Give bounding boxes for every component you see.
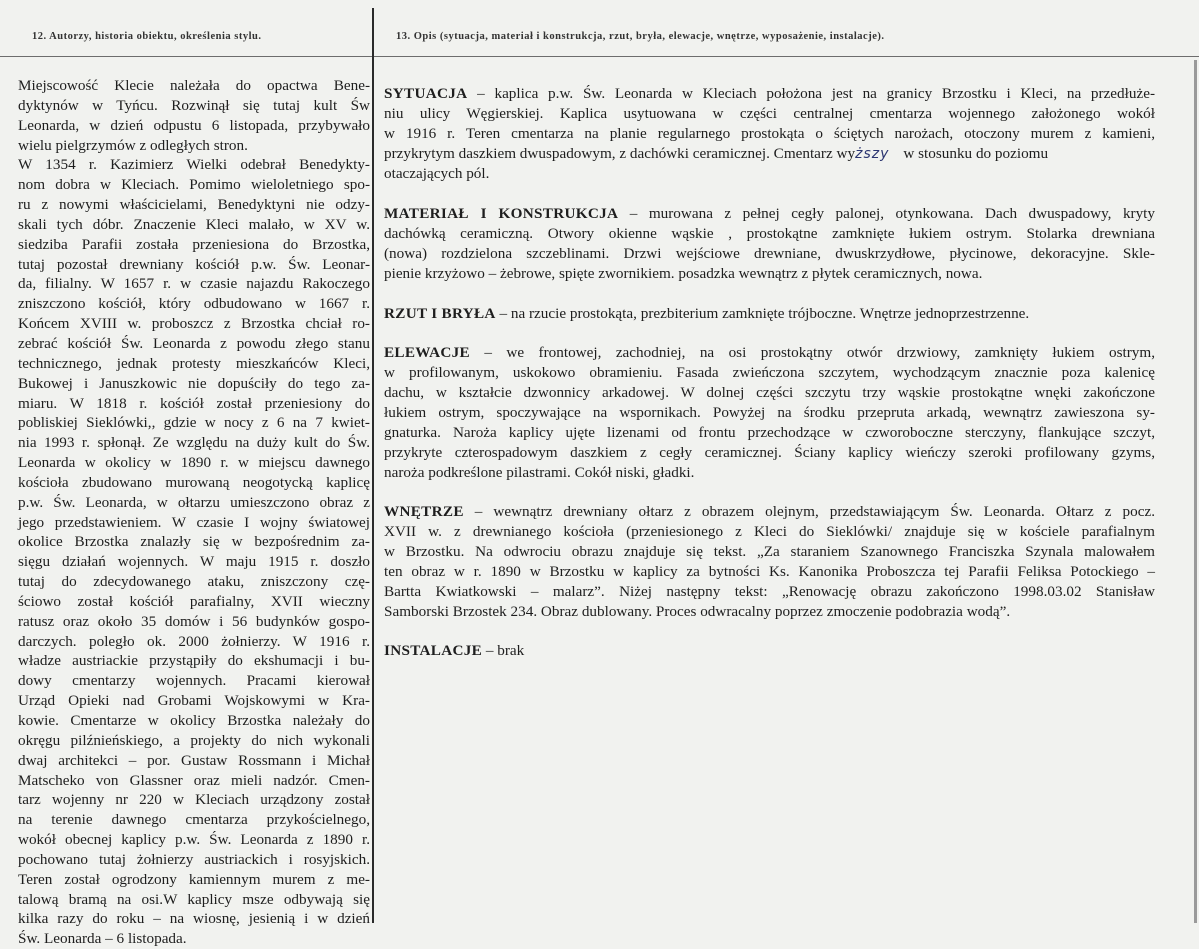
section-material bbox=[384, 204, 1155, 283]
history-line: okręgu pilźnieńskiego, a projekty do nich wykonali bbox=[18, 731, 370, 749]
history-line: miaru. W 1818 r. kościół został przeniesiony do bbox=[18, 394, 370, 412]
text-line bbox=[384, 204, 1155, 224]
text-line bbox=[384, 304, 1155, 324]
history-line: kilka razy do roku – na wiosnę, jesienią i w dzień bbox=[18, 910, 370, 928]
text-line bbox=[384, 144, 1155, 165]
history-line: darczych. poległo ok. 2000 żołnierzy. W 1916 r. bbox=[18, 632, 370, 650]
history-line: dyktynów w Tyńcu. Rozwinął się tutaj kult Św bbox=[18, 96, 370, 114]
section-interior bbox=[384, 502, 1155, 621]
history-line: ru z nowymi właścicielami, Benedyktyni nie odzy- bbox=[18, 196, 370, 214]
history-line: Św. Leonarda – 6 listopada. bbox=[18, 930, 187, 948]
handwritten-correction: ższy bbox=[855, 145, 890, 162]
history-line: dowy cmentarzy wojennych. Pracami kierował bbox=[18, 672, 370, 690]
section-title: INSTALACJE bbox=[384, 642, 483, 660]
history-line: tutaj pozostał drewniany kościół p.w. Św. Leonar- bbox=[18, 255, 370, 273]
history-line: nia 1993 r. spłonął. Ze względu na duży kult do Św. bbox=[18, 434, 370, 452]
history-line: zniszczono kościół, który odbudowano w 1667 r. bbox=[18, 295, 370, 313]
text-line: w profilowanym, uskokowo obramieniu. Fasada zwieńczona szczytem, wychodzącym znacznie poza kalenicę bbox=[384, 364, 1155, 382]
history-line: na terenie dawnego cmentarza przykościelnego, bbox=[18, 811, 370, 829]
history-line: tutaj do zdecydowanego ataku, zniszczony czę- bbox=[18, 573, 370, 591]
text-line: pienie krzyżowo – żebrowe, spięte zwornikiem. posadzka wewnątrz z płytek ceramicznych, nowa. bbox=[384, 264, 983, 282]
column-divider bbox=[372, 8, 374, 923]
section-title: SYTUACJA bbox=[384, 85, 468, 102]
history-line: Urząd Opieki nad Grobami Wojskowymi w Kra- bbox=[18, 692, 370, 710]
history-line: ratusz oraz około 35 domów i 56 budynków gospo- bbox=[18, 612, 370, 630]
text-fragment: – wewnątrz drewniany ołtarz z obrazem olejnym, przedstawiającym Św. Leonarda. Ołtarz z pocz. bbox=[463, 503, 1155, 521]
history-line: okolice Brzostka znalazły się w bezpośrednim za- bbox=[18, 533, 370, 551]
text-line: naroża podkreślone pilastrami. Cokół niski, gładki. bbox=[384, 463, 695, 481]
text-line: – kaplica p.w. Św. Leonarda w Kleciach położona jest na granicy Brzostku i Kleci, na przedłuże- bbox=[467, 85, 1155, 102]
section-situation bbox=[384, 84, 1155, 184]
history-line: technicznego, jednak protesty mieszkańców Kleci, bbox=[18, 354, 370, 372]
text-line bbox=[384, 502, 1155, 522]
history-line: dwaj architekci – por. Gustaw Rossmann i Michał bbox=[18, 751, 370, 769]
text-line: dachu, w kształcie dzwonnicy arkadowej. W dolnej części szczytu trzy wąskie prostokątne wnęki zakończone bbox=[384, 384, 1155, 402]
header-rule bbox=[0, 56, 1199, 57]
history-line: zebrać kościół Św. Leonarda z powodu złego stanu bbox=[18, 334, 370, 352]
history-line: talową bramą na osi.W kaplicy msze odbywają się bbox=[18, 890, 370, 908]
text-line: (nowa) rozdzielona szczeblinami. Drzwi wejściowe drewniane, dwuskrzydłowe, płycinowe, dekoracyjne. Skle- bbox=[384, 244, 1155, 262]
header-history: 12. Autorzy, historia obiektu, określenia stylu. bbox=[32, 31, 262, 42]
history-line: Teren został ogrodzony kamiennym murem z me- bbox=[18, 870, 370, 888]
history-line: sięgu działań wojennych. W maju 1915 r. doszło bbox=[18, 553, 370, 571]
page-edge bbox=[1194, 60, 1197, 923]
history-line: Leonarda, w dzień odpustu 6 listopada, przybywało bbox=[18, 116, 370, 134]
history-line: pobliskiej Sieklówki,, gdzie w nocy z 6 na 7 kwiet- bbox=[18, 414, 370, 432]
text-line: ten obraz w r. 1890 w Brzostku w kaplicy za bytności Ks. Kanonika Proboszcza tej Parafii Feliksa Potockiego – bbox=[384, 562, 1155, 580]
text-line: dachówką ceramiczną. Otwory okienne wąskie , prostokątne zamknięte łukiem ostrym. Stolarka drewniana bbox=[384, 225, 1155, 243]
description-text bbox=[384, 84, 1155, 681]
history-line: Matscheko von Glassner oraz mieli nadzór. Cmen- bbox=[18, 771, 370, 789]
text-line: gnaturka. Naroża kaplicy ujęte lizenami od frontu przechodzące w czworoboczne sterczyny, flankujące szczyt, bbox=[384, 423, 1155, 441]
text-fragment: – we frontowej, zachodniej, na osi prostokątny otwór drzwiowy, zamknięty łukiem ostrym, bbox=[469, 344, 1155, 362]
history-line: da, filialny. W 1657 r. w czasie najazdu Rakoczego bbox=[18, 275, 370, 293]
history-line: Końcem XVIII w. proboszcz z Brzostka chciał ro- bbox=[18, 315, 370, 333]
header-description: 13. Opis (sytuacja, materiał i konstrukcja, rzut, bryła, elewacje, wnętrze, wyposażenie, instalacje). bbox=[396, 31, 885, 42]
history-line: ściowo został kościół parafialny, XVII wieczny bbox=[18, 592, 370, 610]
section-title: WNĘTRZE bbox=[384, 503, 464, 521]
section-elevations bbox=[384, 343, 1155, 482]
history-line: Miejscowość Klecie należała do opactwa Bene- bbox=[18, 77, 370, 94]
text-line: w 1916 r. Teren cmentarza na planie regularnego prostokąta o ściętych narożach, otoczony murem z kamieni, bbox=[384, 124, 1155, 142]
text-line: Samborski Brzostek 234. Obraz dublowany. Proces odwracalny poprzez zmoczenie podobrazia wodą”. bbox=[384, 602, 1011, 620]
text-fragment: w stosunku do poziomu bbox=[903, 144, 1049, 162]
text-line: niu ulicy Węgierskiej. Kaplica usytuowana w części centralnej cmentarza wojennego założonego wokół bbox=[384, 104, 1155, 122]
text-line: XVII w. z drewnianego kościoła (przeniesionego z Kleci do Sieklówki/ znajduje się w kościele parafialnym bbox=[384, 523, 1155, 541]
text-fragment: – na rzucie prostokąta, prezbiterium zamknięte trójboczne. Wnętrze jednoprzestrzenne. bbox=[495, 304, 1030, 322]
section-title: RZUT I BRYŁA bbox=[384, 304, 496, 322]
text-line: przykryte czterospadowym daszkiem z cegły ceramicznej. Ściany kaplicy wieńczy szeroki profilowany gzyms, bbox=[384, 443, 1155, 461]
history-line: władze austriackie przystąpiły do ekshumacji i bu- bbox=[18, 652, 370, 670]
text-line: Bartta Kwiatkowski – malarz”. Niżej następny tekst: „Renowację obrazu zakończono 1998.03.02 Stanisław bbox=[384, 582, 1155, 600]
history-line: pochowano tutaj żołnierzy austriackich i rosyjskich. bbox=[18, 850, 370, 868]
history-line: siedziba Parafii została przeniesiona do Brzostka, bbox=[18, 235, 370, 253]
history-line: Leonarda w okolicy w 1890 r. w miejscu dawnego bbox=[18, 454, 370, 472]
history-line: wielu pielgrzymów z odległych stron. bbox=[18, 136, 248, 154]
text-line bbox=[384, 343, 1155, 363]
history-line: nom dobra w Kleciach. Pomimo wieloletniego spo- bbox=[18, 176, 370, 194]
history-line: kowie. Cmentarze w okolicy Brzostka należały do bbox=[18, 712, 370, 729]
section-title: MATERIAŁ I KONSTRUKCJA bbox=[384, 205, 619, 223]
history-line: tarz wojenny nr 220 w Kleciach urządzony został bbox=[18, 791, 370, 809]
text-line: łukiem ostrym, spoczywające na wspornikach. Powyżej na środku przepruta arkadą, wewnątrz zawieszona sy- bbox=[384, 403, 1155, 421]
text-line: otaczających pól. bbox=[384, 165, 490, 183]
text-line: w Brzostku. Na odwrociu obrazu znajduje się tekst. „Za staraniem Szanownego Franciszka Szynala malowałem bbox=[384, 543, 1155, 561]
text-fragment: – murowana z pełnej cegły palonej, otynkowana. Dach dwuspadowy, kryty bbox=[618, 205, 1155, 223]
history-line: W 1354 r. Kazimierz Wielki odebrał Benedykty- bbox=[18, 156, 370, 174]
section-plan bbox=[384, 304, 1155, 324]
history-line: wokół obecnej kaplicy p.w. Św. Leonarda z 1890 r. bbox=[18, 831, 370, 849]
text-fragment: przykrytym daszkiem dwuspadowym, z dachówki ceramicznej. Cmentarz wy bbox=[384, 144, 856, 162]
history-line: jego przedstawieniem. W czasie I wojny światowej bbox=[18, 513, 370, 531]
history-text bbox=[18, 76, 370, 949]
history-line: skali tych dóbr. Znaczenie Kleci malało, w XV w. bbox=[18, 215, 370, 233]
section-installations bbox=[384, 641, 1155, 661]
history-line: kościoła zbudowano murowaną neogotycką kaplicę bbox=[18, 473, 370, 491]
history-line: p.w. Św. Leonarda, w ołtarzu umieszczono obraz z bbox=[18, 493, 370, 511]
history-line: Bukowej i Januszkowic nie dopuściły do tego za- bbox=[18, 374, 370, 392]
text-line: – brak bbox=[482, 642, 525, 660]
section-title: ELEWACJE bbox=[384, 344, 470, 362]
